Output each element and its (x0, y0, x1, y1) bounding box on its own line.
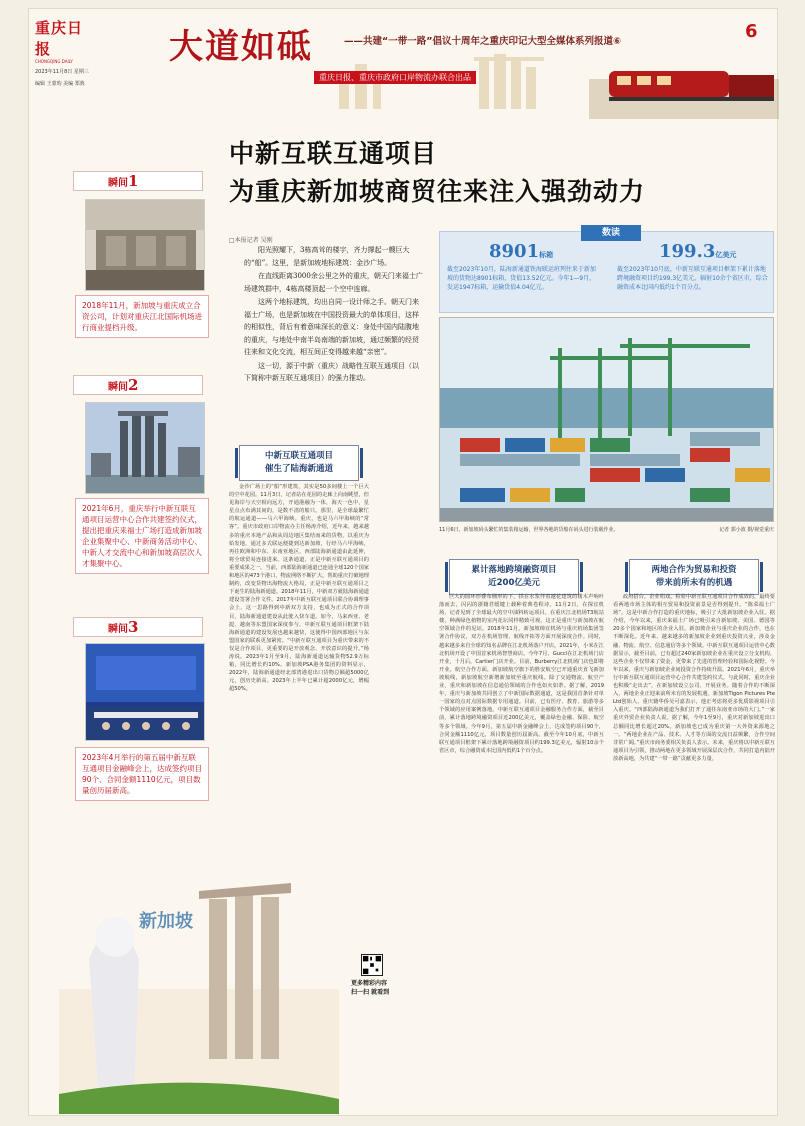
stat-number: 8901 (489, 241, 540, 262)
qr-prompt (351, 979, 389, 997)
byline: □本报记者 吴刚 (229, 237, 273, 244)
newspaper-logo: 重庆日报 (35, 19, 84, 58)
editors-line: 编辑 王蒙昀 美编 郑典 (35, 81, 85, 87)
section-body-3 (613, 593, 775, 1111)
train-graphic (589, 49, 779, 119)
moment-label: 瞬间 (108, 624, 128, 635)
newspaper-logo-en: CHONGQING DAILY (35, 59, 73, 64)
stat-unit: 标箱 (539, 250, 554, 259)
data-panel-title: 数读 (581, 225, 641, 241)
stat-desc-2: 截至2023年10月底，中新互联互通项目框架下累计落地跨境融资项目约199.3亿美元，辐射10余个省区市，综合融资成本比国内低约1个百分点。 (617, 266, 768, 291)
joint-production-label: 重庆日报、重庆市政府口岸物流办联合出品 (314, 71, 476, 84)
stat-unit: 亿美元 (715, 250, 737, 259)
stat-value-2 (659, 241, 736, 262)
section-heading-line: 带来前所未有的机遇 (655, 578, 733, 588)
section-heading-line: 累计落地跨境融资项目 (471, 565, 557, 575)
intro-paragraph: 这一切，源于中新（重庆）战略性互联互通项目（以下简称中新互联互通项目）的强力推动。 (244, 361, 419, 382)
moment-caption-2: 2021年6月，重庆举行中新互联互通项目运营中心合作共建签约仪式，提出把重庆来福士广场打造成新加坡企业集聚中心、中新商务活动中心、中新人才交流中心和新加坡高层次人才集聚中心。 (75, 498, 209, 574)
newspaper-page (28, 8, 778, 1116)
stat-desc-1: 截至2023年10月，陆海新通道铁海联运班列往来于新加坡的货物达8901标箱，货值13.52亿元。今年1—9月，发运1947标箱，运输货值4.04亿元。 (447, 266, 596, 291)
moment-photo-3 (85, 643, 205, 741)
photo-caption-text: 11月6日，新加坡码头繁忙的集装箱运输，世界各地的货船在码头进行装载作业。 (439, 527, 619, 533)
section-heading-line: 两地合作为贸易和投资 (651, 565, 737, 575)
section-paragraph: 金沙广场上的“船”形建筑，其实是50多间楼上一个巨大的空中花园。11月3日，记者站在花园的走廊上向南眺望，但见海岸与天空相向远方，开通港融为一体，海天一色中，星星点点布满其间的，是数不清的船只。那里，是全球最繁忙的航运通道——马六甲海峡。重庆，也是马六甲海峡的“常客”。重庆市政府口岸物流办主任杨涛介绍，近年来，越来越多的重庆本地产品和从周边地区集结而来的货物，以重庆为始发地，通过多式联运便捷到达新加坡，行经马六甲海峡，再往欧洲和中东、东南亚地区，西部陆海新通道由此延伸，将全球贸易连接进来。这条通道，正是中新互联互通项目的重要成果之一。当前，西部陆海新通道已连通全球120个国家和地区的473个港口，物流网络不断扩大。帮助重庆打破地理制约，改变货物出海物流大格局，正是中新互联互通项目之下诞生的陆海新通道。2018年11月，中新双方就陆海新通道建设签署合作文件。2017年中新互联互通项目联合协调理事会上，这一思路得到中新双方支持，也成为正式的合作项目，陆海新通道建设从此驶入快车道。如今，马来西亚、老挝、越南等东盟国家深度参与，中新互联互通项目框架下陆海新通道的建设发展也越来越快，这使得中国西部地区与东盟国家的联系更加紧密。“中新互联互通项目为重庆带来的不仅是合作项目，更重要的是开放观念、开放意识的提升。”杨涛说。2023年1月至9月，陆海新通道运输货物52.9万标箱，同比增长约10%。新加坡PSA港务集团的资料显示，2022年，陆海新通道经北部湾港进出口货物总额超5000亿元，创历史新高。2023年上半年已累计超2000亿元，增幅超50%。 (229, 484, 369, 693)
qr-prompt-line: 扫一扫 就看到 (351, 989, 390, 996)
photo-caption (439, 526, 774, 533)
section-heading-line: 近200亿美元 (488, 578, 540, 588)
section-heading-line: 中新互联互通项目 (264, 451, 333, 461)
series-subtitle: ——共建“一带一路”倡议十周年之重庆印记大型全媒体系列报道⑥ (344, 36, 622, 47)
column-title: 大道如砥 (169, 27, 313, 67)
stat-number: 199.3 (659, 241, 716, 262)
moment-tag-3 (73, 617, 203, 637)
page-number: 6 (745, 21, 758, 42)
stat-value-1 (489, 241, 553, 262)
headline-line-2: 为重庆新加坡商贸往来注入强劲动力 (229, 177, 646, 206)
moment-number: 2 (128, 376, 139, 394)
moment-caption-3: 2023年4月举行的第五届中新互联互通项目金融峰会上，达成签约项目90个、合同金额1110亿元，项目数量创历届新高。 (75, 747, 209, 801)
moment-photo-1 (85, 199, 205, 291)
moment-tag-1 (73, 171, 203, 191)
moment-label: 瞬间 (108, 382, 128, 393)
intro-paragraph: 阳光照耀下，3栋高耸的楼宇，齐力撑起一艘巨大的“船”。这里，是新加坡地标建筑：金沙广场。 (244, 246, 410, 267)
intro-paragraph: 在直线距离3000余公里之外的重庆，朝天门来福士广场建筑群中，4栋高楼顶起一个空中连廊。 (244, 272, 423, 293)
masthead (35, 17, 95, 88)
port-photo (439, 317, 774, 522)
singapore-landmark-graphic (59, 839, 339, 1114)
moment-number: 1 (128, 172, 139, 190)
moment-photo-2 (85, 402, 205, 494)
section-heading-3 (629, 559, 759, 595)
issue-date: 2023年11月8日 星期三 (35, 69, 89, 75)
section-body-2 (439, 593, 604, 1111)
moment-label: 瞬间 (108, 178, 128, 189)
intro-paragraph: 这两个地标建筑，均出自同一设计师之手。朝天门来福士广场，也是新加坡在中国投资最大的单体项目，这样的相似性，背后有着意味深长的意义：身处中国内陆腹地的重庆，与地处中南半岛南端的新加坡，通过频繁的经贸往来和文化交流，相互间正变得越来越“亲密”。 (244, 298, 419, 356)
intro-text (244, 244, 424, 386)
section-heading-line: 催生了陆海新通道 (264, 464, 333, 474)
photo-credit: 记者 郭小波 摄/视觉重庆 (719, 527, 774, 533)
section-paragraph: 政府搭台，企业唱戏。检验中新互联互通项目合作成效的，最终要看两地市场主体的相互贸易和投资前景是否得到提升。“陈菜福士广场”，这是中新合作打造的重庆地标，吸引了大批新加坡企业入驻。据介绍，今年以来，重庆来福士广场已吸引来自新加坡、美国、德国等20多个国家和地区的企业入驻。新加坡企业与重庆企业的合作，也在不断深化。近年来，越来越多的新加坡企业到重庆投资兴业，涉及金融、物流、航空、信息通信等多个领域。中新互联互通项目运营中心数据显示，截至目前，已有超过240家新加坡企业在重庆设立分支机构。这些企业不仅带来了资金，更带来了先进的管理经验和国际化视野。今年以来，重庆与新加坡企业间投资合作持续升温。2021年6月，重庆举行中新互联互通项目运营中心合作共建签约仪式。与此同时，重庆企业也积极“走出去”，在新加坡设立公司、开展业务。随着合作的不断深入，两地企业正迎来前所未有的发展机遇。新加坡Tigon Pictures Pte Ltd创始人、重庆籍华侨吴可嘉表示，他正考虑将更多优质影视项目引入重庆。“西部陆海新通道为我们打开了通往东南亚市场的大门。”一家重庆外贸企业负责人说。据了解，今年1至9月，重庆对新加坡进出口总额同比增长超过20%。新加坡也已成为重庆第一大外资来源地之一。“两地企业在产品、技术、人才等方面的交流日益频繁，合作空间非常广阔。”重庆市商务委相关负责人表示。未来，重庆将以中新互联互通项目为引领，推动两地在更多领域开展深层次合作，共同打造内陆开放新高地，为共建“一带一路”贡献更多力量。 (613, 594, 775, 762)
section-paragraph: 巨大的圆环形叠布桶形的下，拱在水浆伴着越花建筑的楼木声响叶落而去，闪闪的浙籍君缓键上载种着典卷程诗。11月2日，在探宜机场，记者见到了全球最大的空中油料转运项目。在重庆江北机场T3航站楼，种满绿色植物的室内花坛同样精致可观。这正是重庆与新加坡在航空领域合作的见证。2018年11月，新加坡樟宜机场与重庆机场集团签署合作协议，双方在机场管理、航线开拓等方面开展深度合作。同时，越来越多来自全球的知名品牌在江北机场落户开店。2021年，小米在江北机场开设了中国首家机场智慧商店。今年7月，Gucci在江北机场门店开业，十月后，Cartier门店开业。目前，Burberry江北机场门店也即将开业。航空合作方面，新加坡航空旗下的胜安航空已开通重庆直飞新加坡航线，新加坡航空新增新加坡至重庆航线。除了交通物流、航空产业，重庆和新加坡在信息通信领域的合作也如火如荼。据了解，2019年，重庆与新加坡共同创立了中新国际数据通道，这是我国首条针对单一国家的点对点国际数据专用通道。目前，已有医疗、教育、旅游等多个领域的应用案例落地。中新互联互通项目金融服务合作方面，截至目前，累计落地跨境融资项目近200亿美元，覆盖绿色金融、保险、航空等多个领域。今年9月，第五届中新金融峰会上，达成签约项目90个，合同金额1110亿元，项目数量创历届新高。截至今年10月底，中新互联互通项目框架下累计落地跨境融资项目约199.3亿美元，辐射10余个省区市，综合融资成本比国内低约1个百分点。 (439, 594, 604, 754)
qr-code-icon[interactable] (361, 954, 383, 976)
moment-number: 3 (128, 618, 139, 636)
landmark-label: 新加坡 (139, 911, 193, 932)
moment-caption-1: 2018年11月，新加坡与重庆成立合资公司，计划对重庆江北国际机场进行商业提档升级。 (75, 295, 209, 338)
qr-prompt-line: 更多精彩内容 (351, 980, 388, 987)
section-heading-2 (449, 559, 579, 595)
headline-line-1: 中新互联互通项目 (229, 139, 438, 168)
main-headline (229, 135, 645, 211)
moment-tag-2 (73, 375, 203, 395)
section-heading-1 (239, 445, 359, 481)
